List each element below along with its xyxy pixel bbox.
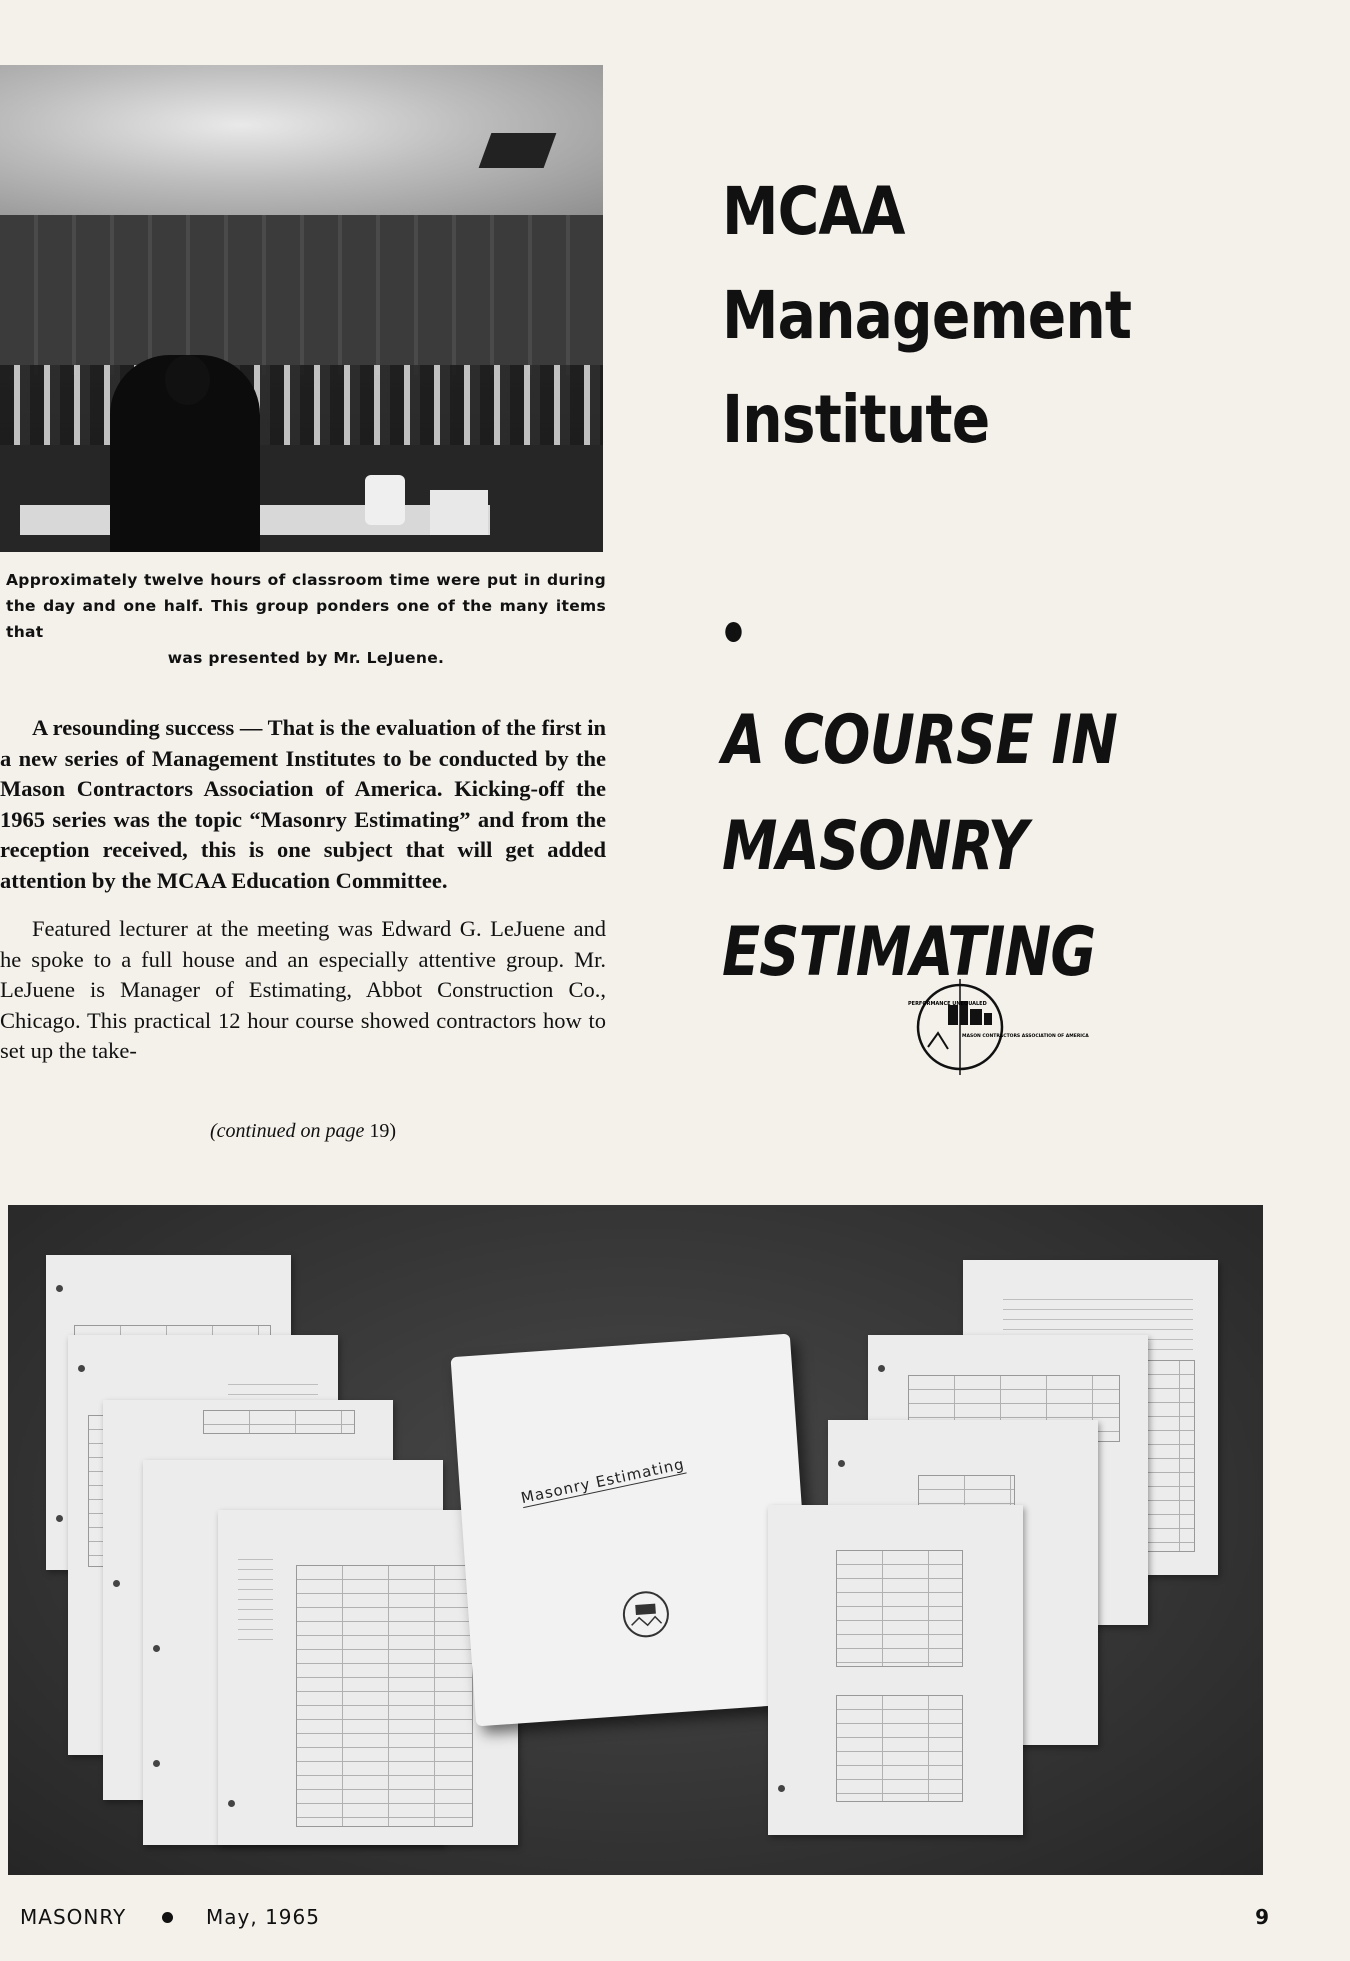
logo-tagline: PERFORMANCE UNEQUALED — [908, 1001, 987, 1007]
photo-caption-last-line: was presented by Mr. LeJuene. — [167, 649, 445, 667]
title-line-2: Management — [722, 277, 1132, 354]
title-line-3: Institute — [722, 381, 990, 458]
photo-audience — [0, 365, 603, 455]
photo-caption — [6, 567, 606, 671]
photo-speaker-head — [165, 355, 210, 405]
photo-pitcher — [365, 475, 405, 525]
estimating-forms-photo — [8, 1205, 1263, 1875]
footer-bullet-icon — [162, 1912, 173, 1923]
continued-page-number: 19 — [369, 1120, 390, 1142]
article-body — [0, 713, 606, 1067]
title-line-1: MCAA — [722, 173, 905, 250]
photo-vent — [479, 133, 557, 168]
article-lede: A resounding success — That is the evaluation of the first in a new series of Management Institutes to be conducted by the Mason Contractors Association of America. Kicking-off the 1965 series was the topic “Masonry Estimating” and from the reception received, this is one subject that will get added attention by the MCAA Education Committee. — [0, 715, 606, 893]
mcaa-logo-icon — [908, 975, 1089, 1080]
masonry-estimating-binder — [451, 1334, 816, 1727]
subtitle-line-1 — [722, 582, 1117, 794]
page-footer — [20, 1905, 1270, 1937]
photo-wall — [0, 215, 603, 375]
form-sheet — [768, 1505, 1023, 1835]
footer-page-number: 9 — [1255, 1905, 1270, 1929]
subtitle-line-1-text: A COURSE IN — [722, 701, 1118, 780]
binder-label: Masonry Estimating — [519, 1454, 687, 1508]
subtitle-line-2: MASONRY — [722, 807, 1028, 886]
logo-top-text — [908, 1001, 987, 1007]
continued-label: (continued on page — [209, 1120, 365, 1142]
bullet-icon — [725, 622, 741, 642]
page-title — [722, 160, 1131, 472]
photo-caption-text: Approximately twelve hours of classroom time were put in during the day and one half. This group ponders one of the many items that — [6, 571, 606, 641]
photo-box — [430, 490, 488, 535]
meeting-photo — [0, 65, 603, 552]
photo-table — [0, 445, 603, 552]
continued-close: ) — [389, 1120, 397, 1142]
footer-magazine-name: MASONRY — [20, 1905, 127, 1929]
page-subtitle — [722, 582, 1117, 1006]
logo-org-name: MASON CONTRACTORS ASSOCIATION OF AMERICA — [962, 1034, 1089, 1039]
subtitle-line-3: ESTIMATING — [722, 913, 1096, 992]
binder-logo-icon — [619, 1588, 672, 1641]
article-paragraph: Featured lecturer at the meeting was Edward G. LeJuene and he spoke to a full house and an especially attentive group. Mr. LeJuene is Manager of Estimating, Abbot Construction Co., Chicago. This practical 12 hour course showed contractors how to set up the take- — [0, 916, 606, 1063]
continued-note — [0, 1120, 606, 1143]
footer-issue-date: May, 1965 — [206, 1905, 320, 1929]
